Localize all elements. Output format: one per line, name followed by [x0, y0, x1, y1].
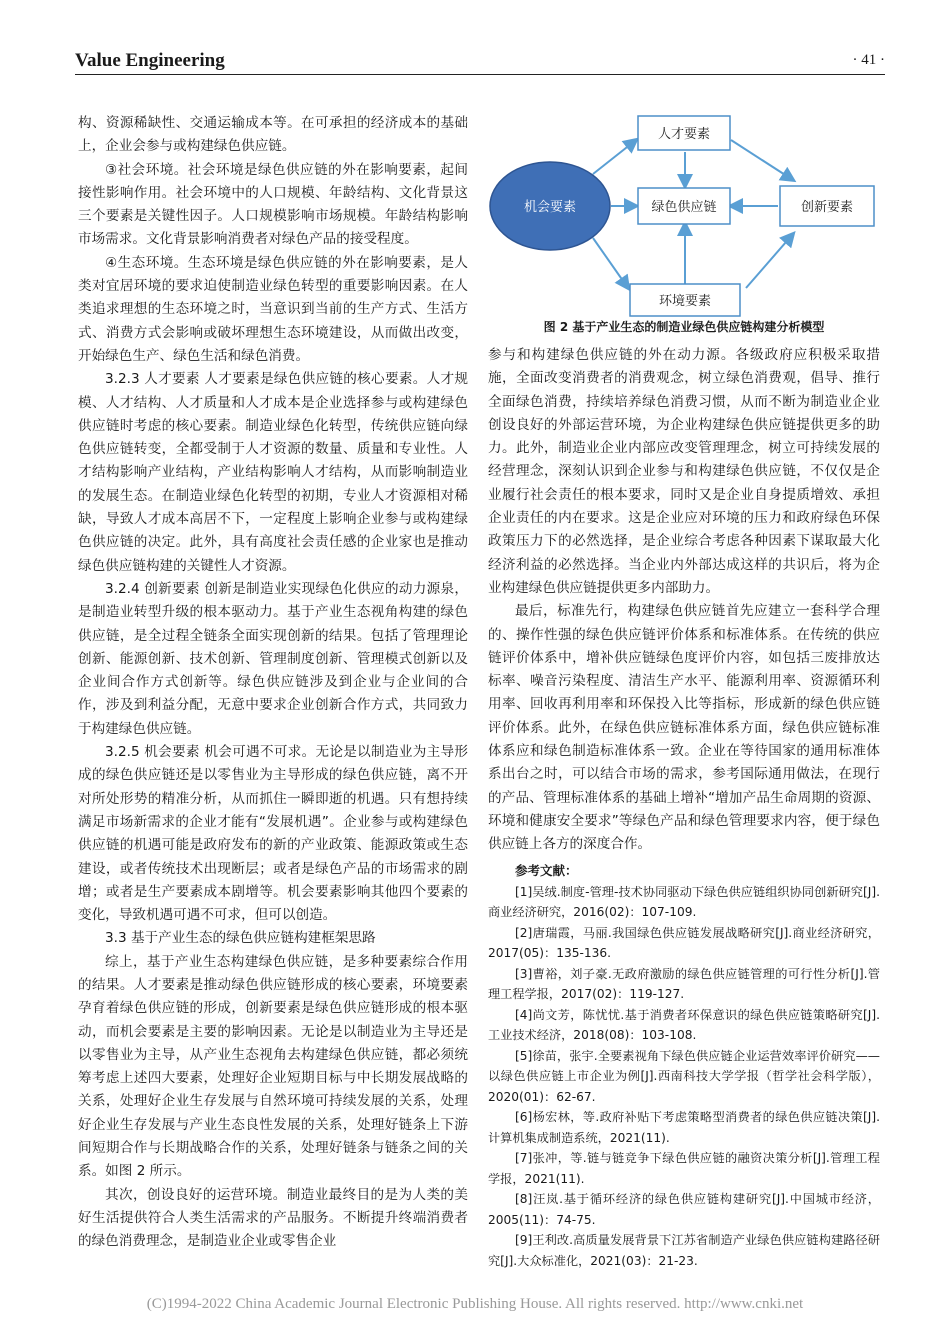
paragraph: 最后，标准先行，构建绿色供应链首先应建立一套科学合理的、操作性强的绿色供应链评价体系和标准体系。在传统的供应链评价体系中，增补供应链绿色度评价内容，如包括三废排放达标率、噪音污染程度、清洁生产水平、能源利用率、资源循环利用率、回收再利用率和环保投入比等指标，形成新的绿色供应链评价体系。此外，在绿色供应链标准体系方面，绿色供应链标准体系应和绿色制造标准体系一致。企业在等待国家的通用标准体系出台之时，可以结合市场的需求，参考国际通用做法，在现行的产品、管理标准体系的基础上增补“增加产品生命周期的资源、环境和健康安全要求”等绿色产品和绿色管理要求内容，便于绿色供应链上各方的深度合作。	[488, 603, 880, 853]
paragraph: 3.2.5 机会要素 机会可遇不可求。无论是以制造业为主导形成的绿色供应链还是以零售业为主导形成的绿色供应链，离不开对所处形势的精准分析，从而抓住一瞬即逝的机遇。只有想持续满足市场新需求的企业才能有“发展机遇”。企业参与或构建绿色供应链的机遇可能是政府发布的新的产业政策、能源政策或生态建设，或者传统技术出现断层；或者是绿色产品的市场需求的剧增；或者是生产要素成本剧增等。机会要素影响其他四个要素的变化，导致机遇可遇不可求，但可以创造。	[78, 744, 468, 924]
node-label-innovation: 创新要素	[800, 200, 854, 215]
paragraph: ④生态环境。生态环境是绿色供应链的外在影响要素，是人类对宜居环境的要求迫使制造业绿色转型的重要影响因素。在人类追求理想的生态环境之时，当意识到当前的生产方式、生活方式、消费方式会影响或破坏理想生态环境建设，从而做出改变，开始绿色生产、绿色生活和绿色消费。	[78, 254, 468, 364]
arrow-social-to-talent	[593, 140, 636, 174]
arrow-social-to-env	[593, 238, 628, 288]
paragraph: 3.2.4 创新要素 创新是制造业实现绿色化供应的动力源泉，是制造业转型升级的根本驱动力。基于产业生态视角构建的绿色供应链，是全过程全链条全面实现创新的结果。包括了管理理论创新、能源创新、技术创新、管理制度创新、管理模式创新以及企业间合作方式创新等。绿色供应链涉及到企业与企业间的合作，涉及到利益分配，无意中要求企业创新合作方式，共同致力于构建绿色供应链。	[78, 580, 468, 737]
references-title: 参考文献：	[515, 862, 578, 878]
journal-title: Value Engineering	[75, 50, 225, 71]
arrow-talent-to-innovation	[731, 140, 793, 180]
reference-item: [9]王利改.高质量发展背景下江苏省制造产业绿色供应链构建路径研究[J].大众标准化，2021(03)：21-23.	[488, 1233, 880, 1268]
figure-2-diagram	[488, 108, 880, 318]
paragraph: 构、资源稀缺性、交通运输成本等。在可承担的经济成本的基础上，企业会参与或构建绿色供应链。	[78, 115, 468, 155]
reference-item: [1]吴绒.制度-管理-技术协同驱动下绿色供应链组织协同创新研究[J].商业经济研究，2016(02)：107-109.	[488, 884, 880, 920]
node-label-talent: 人才要素	[657, 127, 711, 142]
paragraph: 综上，基于产业生态构建绿色供应链，是多种要素综合作用的结果。人才要素是推动绿色供应链形成的核心要素，环境要素孕育着绿色供应链的形成，创新要素是绿色供应链形成的根本驱动，而机会要素是主要的影响因素。无论是以制造业为主导还是以零售业为主导，从产业生态视角去构建绿色供应链，都必须统筹考虑上述四大要素，处理好企业短期目标与中长期发展战略的关系，处理好企业生存发展与自然环境可持续发展的关系，处理好企业生存发展与产业生态良性发展的关系，处理好链条上下游间短期合作与长期战略合作的关系，处理好链条与链条之间的关系。如图 2 所示。	[78, 953, 468, 1180]
arrow-env-to-innovation	[746, 234, 793, 288]
reference-item: [6]杨宏林，等.政府补贴下考虑策略型消费者的绿色供应链决策[J].计算机集成制造系统，2021(11).	[488, 1110, 880, 1145]
model-diagram-svg	[488, 108, 880, 318]
node-label-environment: 环境要素	[658, 294, 712, 309]
left-column	[78, 112, 468, 1254]
reference-item: [3]曹裕，刘子豪.无政府激励的绿色供应链管理的可行性分析[J].管理工程学报，2017(02)：119-127.	[488, 966, 880, 1002]
paragraph: 其次，创设良好的运营环境。制造业最终目的是为人类的美好生活提供符合人类生活需求的产品服务。不断提升终端消费者的绿色消费理念，是制造业企业或零售企业	[78, 1186, 468, 1250]
reference-item: [2]唐瑞霞，马丽.我国绿色供应链发展战略研究[J].商业经济研究，2017(05)：135-136.	[488, 925, 880, 961]
copyright-footer: (C)1994-2022 China Academic Journal Electronic Publishing House. All rights reserved. http://www.cnki.net	[146, 1296, 804, 1312]
reference-item: [8]汪岚.基于循环经济的绿色供应链构建研究[J].中国城市经济，2005(11)：74-75.	[488, 1192, 880, 1227]
page-number: · 41 ·	[852, 52, 885, 68]
paragraph: 3.2.3 人才要素 人才要素是绿色供应链的核心要素。人才规模、人才结构、人才质量和人才成本是企业选择参与或构建绿色供应链时考虑的核心要素。制造业绿色化转型，传统供应链向绿色供应链转变，全都受制于人才资源的数量、质量和专业性。人才结构影响产业结构，产业结构影响人才结构，从而影响制造业的发展生态。在制造业绿色化转型的初期，专业人才资源相对稀缺，导致人才成本高居不下，一定程度上影响企业参与或构建绿色供应链的决定。此外，具有高度社会责任感的企业家也是推动绿色供应链构建的关键性人才资源。	[78, 371, 468, 574]
paragraph: ③社会环境。社会环境是绿色供应链的外在影响要素，起间接性影响作用。社会环境中的人口规模、年龄结构、文化背景这三个要素是关键性因子。人口规模影响市场规模。年龄结构影响市场需求。文化背景影响消费者对绿色产品的接受程度。	[78, 161, 468, 248]
node-label-social: 机会要素	[523, 200, 577, 215]
reference-item: [5]徐苗，张宇.全要素视角下绿色供应链企业运营效率评价研究——以绿色供应链上市企业为例[J].西南科技大学学报（哲学社会科学版），2020(01)：62-67.	[488, 1048, 880, 1104]
right-column	[488, 344, 880, 1271]
section-heading: 3.3 基于产业生态的绿色供应链构建框架思路	[105, 930, 376, 947]
page-header	[75, 48, 885, 75]
reference-item: [7]张冲，等.链与链竞争下绿色供应链的融资决策分析[J].管理工程学报，2021(11).	[488, 1151, 880, 1186]
node-label-core: 绿色供应链	[651, 200, 717, 215]
figure-caption: 图 2 基于产业生态的制造业绿色供应链构建分析模型	[543, 320, 825, 334]
paragraph: 参与和构建绿色供应链的外在动力源。各级政府应积极采取措施，全面改变消费者的消费观念，树立绿色消费观，倡导、推行全面绿色消费，持续培养绿色消费习惯，从而不断为制造业企业创设良好的外部运营环境，为企业构建绿色供应链提供更多的助力。此外，制造业企业内部应改变管理理念，树立可持续发展的经营理念，深刻认识到企业参与和构建绿色供应链，不仅仅是企业履行社会责任的根本要求，同时又是企业自身提质增效、承担企业责任的内在要求。这是企业应对环境的压力和政府绿色环保政策压力下的必然选择，是企业综合考虑各种因素下谋取最大化经济利益的必然选择。当企业内外部达成这样的共识后，将为企业构建绿色供应链提供更多内部助力。	[488, 347, 880, 596]
reference-item: [4]尚文芳，陈忧忧.基于消费者环保意识的绿色供应链策略研究[J].工业技术经济，2018(08)：103-108.	[488, 1007, 880, 1043]
